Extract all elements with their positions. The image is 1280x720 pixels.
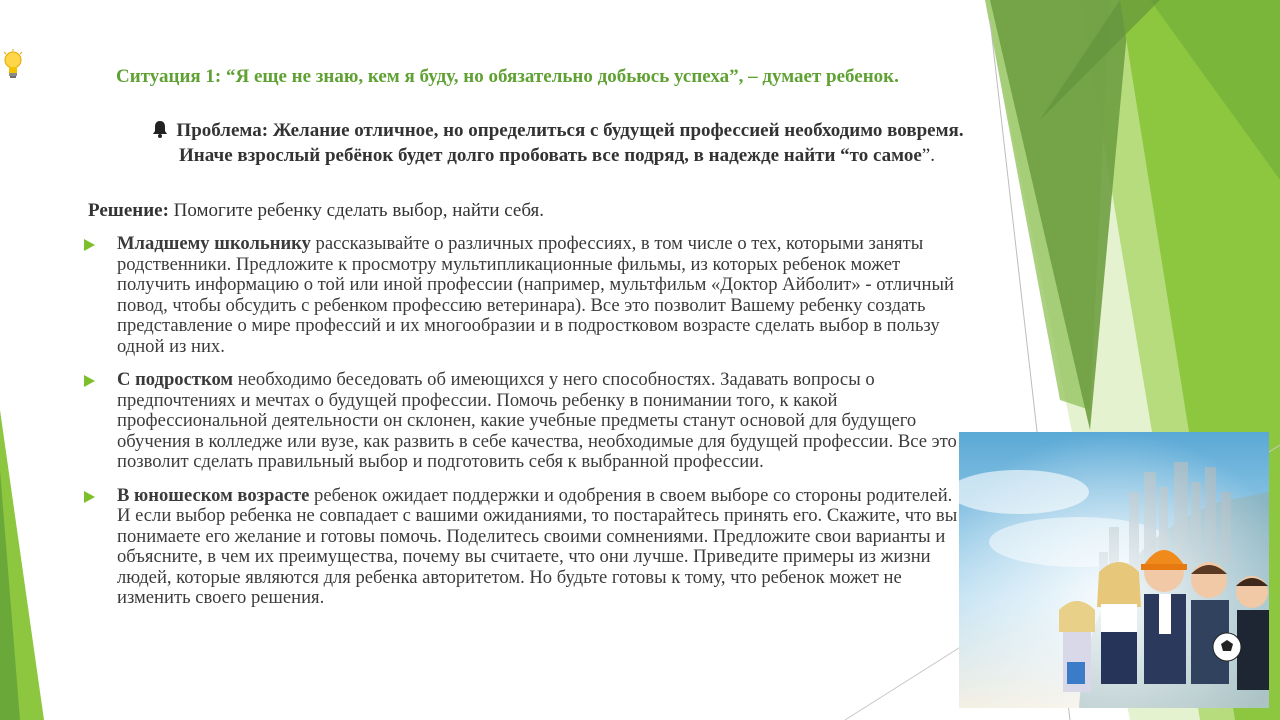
children-city-photo — [959, 432, 1269, 708]
problem-statement — [142, 118, 972, 168]
triangle-arrow-icon — [84, 375, 95, 387]
list-item — [84, 234, 964, 357]
bullet-list — [84, 234, 964, 622]
problem-end: ”. — [921, 145, 935, 166]
bullet-text: ребенок ожидает поддержки и одобрения в своем выборе со стороны родителей. И если выбор ребенка не совпадает с вашими ожиданиями, то постарайтесь принять его. Скажите, что вы понимаете его желание и готовы помочь. Поделитесь своими сомнениями. Предложите свои варианты и объясните, в чем их преимущества, почему вы считаете, что они лучше. Приведите примеры из жизни людей, которые являются для ребенка авторитетом. Но будьте готовы к тому, что ребенок может не изменить своего решения. — [117, 484, 958, 608]
list-item — [84, 486, 964, 609]
bullet-text: рассказывайте о различных профессиях, в том числе о тех, которыми заняты родственники. Предложите к просмотру мультипликационные фильмы, из которых ребенок может получить информацию о той или иной профессии (например, мультфильм «Доктор Айболит» - отличный повод, чтобы обсудить с ребенком профессию ветеринара). Все это позволит Вашему ребенку создать представление о мире профессий и их многообразии и в подростковом возрасте сделать выбор в пользу одной из них. — [117, 233, 954, 357]
bullet-lead: С подростком — [117, 369, 234, 390]
solution-line — [88, 200, 968, 222]
triangle-arrow-icon — [84, 239, 95, 251]
bullet-lead: Младшему школьнику — [117, 233, 311, 254]
list-item — [84, 370, 964, 473]
lightbulb-icon — [2, 49, 24, 81]
triangle-arrow-icon — [84, 491, 95, 503]
bell-icon — [150, 119, 170, 139]
bullet-text: необходимо беседовать об имеющихся у него способностях. Задавать вопросы о предпочтениях и мечтах о будущей профессии. Помочь ребенку в понимании того, к какой профессиональной деятельности он склонен, какие учебные предметы станут основой для будущего обучения в колледже или вузе, как развить в себе качества, необходимые для будущей профессии. Все это позволит сделать правильный выбор и подготовить себя к выбранной профессии. — [117, 369, 957, 472]
solution-text: Помогите ребенку сделать выбор, найти себя. — [168, 200, 545, 221]
problem-label: Проблема: — [176, 120, 269, 141]
problem-text: Желание отличное, но определиться с будущей профессией необходимо вовремя. Иначе взрослый ребёнок будет долго пробовать все подряд, в надежде найти “то самое — [179, 120, 964, 166]
slide-title: Ситуация 1: “Я еще не знаю, кем я буду, но обязательно добьюсь успеха”, – думает ребенок. — [116, 66, 899, 87]
bullet-lead: В юношеском возрасте — [117, 484, 310, 506]
solution-label: Решение: — [88, 200, 169, 221]
